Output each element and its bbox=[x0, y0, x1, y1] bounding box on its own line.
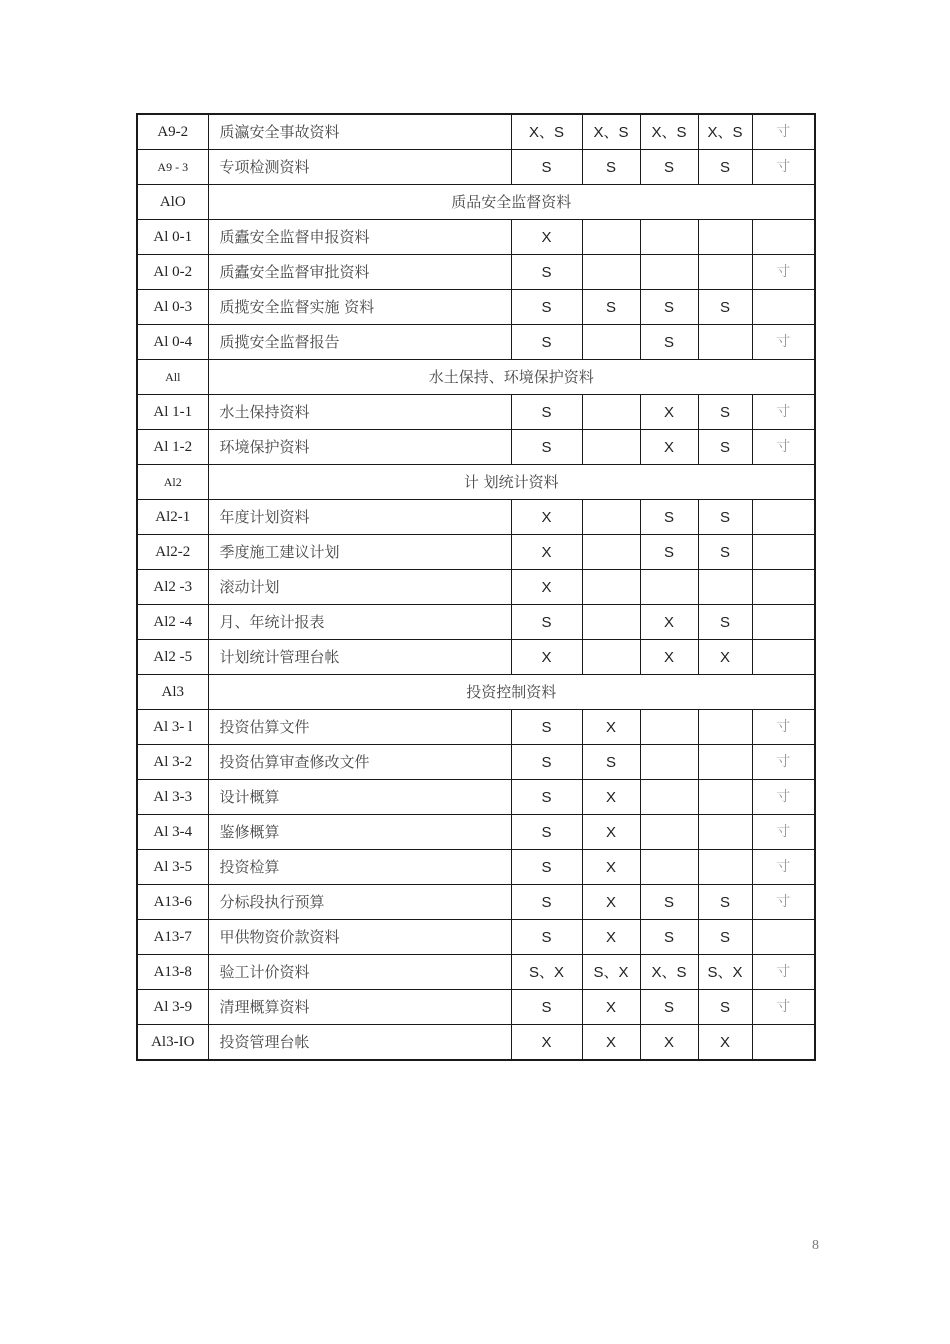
mark-cell-2 bbox=[582, 640, 640, 675]
mark-cell-1: X bbox=[511, 500, 582, 535]
mark-cell-3 bbox=[640, 570, 698, 605]
mark-cell-1: S bbox=[511, 255, 582, 290]
table-row bbox=[137, 920, 815, 955]
mark-cell-1: S bbox=[511, 290, 582, 325]
mark-cell-4: X、S bbox=[698, 114, 752, 150]
item-name: 计划统计管理台帐 bbox=[208, 640, 511, 675]
mark-cell-2 bbox=[582, 570, 640, 605]
item-name: 年度计划资料 bbox=[208, 500, 511, 535]
item-name: 滚动计划 bbox=[208, 570, 511, 605]
table-row bbox=[137, 290, 815, 325]
item-code: Al2-2 bbox=[137, 535, 208, 570]
item-name: 投资管理台帐 bbox=[208, 1025, 511, 1061]
mark-cell-3 bbox=[640, 745, 698, 780]
mark-cell-1: S bbox=[511, 325, 582, 360]
mark-cell-4: S bbox=[698, 920, 752, 955]
mark-cell-3 bbox=[640, 815, 698, 850]
mark-cell-3: X、S bbox=[640, 114, 698, 150]
mark-cell-3: S bbox=[640, 885, 698, 920]
mark-cell-1: S bbox=[511, 885, 582, 920]
item-code: Al2 -5 bbox=[137, 640, 208, 675]
item-code: Al 0-3 bbox=[137, 290, 208, 325]
archive-mark-cell bbox=[752, 535, 815, 570]
item-code: A13-6 bbox=[137, 885, 208, 920]
item-code: Al 0-1 bbox=[137, 220, 208, 255]
table-row bbox=[137, 640, 815, 675]
mark-cell-1: X bbox=[511, 640, 582, 675]
mark-cell-3 bbox=[640, 220, 698, 255]
mark-cell-3: X bbox=[640, 430, 698, 465]
mark-cell-4 bbox=[698, 710, 752, 745]
item-name: 鉴修概算 bbox=[208, 815, 511, 850]
item-name: 环境保护资料 bbox=[208, 430, 511, 465]
mark-cell-3: S bbox=[640, 150, 698, 185]
table-row bbox=[137, 430, 815, 465]
mark-cell-2: X bbox=[582, 815, 640, 850]
mark-cell-3 bbox=[640, 255, 698, 290]
mark-cell-1: S bbox=[511, 605, 582, 640]
item-name: 质揽安全监督实施 资料 bbox=[208, 290, 511, 325]
table-row bbox=[137, 990, 815, 1025]
section-row bbox=[137, 360, 815, 395]
item-code: Al 3-4 bbox=[137, 815, 208, 850]
mark-cell-1: S bbox=[511, 150, 582, 185]
item-name: 投资估算审查修改文件 bbox=[208, 745, 511, 780]
mark-cell-4: S bbox=[698, 395, 752, 430]
archive-mark-cell bbox=[752, 1025, 815, 1061]
table-row bbox=[137, 885, 815, 920]
mark-cell-1: S bbox=[511, 745, 582, 780]
archive-mark-cell: 寸 bbox=[752, 395, 815, 430]
table-row bbox=[137, 325, 815, 360]
item-code: Al 1-1 bbox=[137, 395, 208, 430]
archive-mark-cell: 寸 bbox=[752, 955, 815, 990]
mark-cell-3 bbox=[640, 850, 698, 885]
archive-mark-cell bbox=[752, 570, 815, 605]
mark-cell-2 bbox=[582, 500, 640, 535]
mark-cell-3: X、S bbox=[640, 955, 698, 990]
item-code: Al 0-2 bbox=[137, 255, 208, 290]
item-name: 分标段执行预算 bbox=[208, 885, 511, 920]
item-name: 月、年统计报表 bbox=[208, 605, 511, 640]
mark-cell-4: X bbox=[698, 1025, 752, 1061]
mark-cell-3: X bbox=[640, 640, 698, 675]
mark-cell-3: S bbox=[640, 290, 698, 325]
mark-cell-2: S bbox=[582, 745, 640, 780]
mark-cell-2: S bbox=[582, 290, 640, 325]
mark-cell-1: S bbox=[511, 395, 582, 430]
archive-mark-cell: 寸 bbox=[752, 255, 815, 290]
item-code: Al 0-4 bbox=[137, 325, 208, 360]
mark-cell-1: X bbox=[511, 220, 582, 255]
table-row bbox=[137, 150, 815, 185]
section-row bbox=[137, 185, 815, 220]
table-row bbox=[137, 1025, 815, 1061]
document-table bbox=[136, 113, 816, 1061]
mark-cell-3: X bbox=[640, 605, 698, 640]
section-code: Al3 bbox=[137, 675, 208, 710]
section-code: Al2 bbox=[137, 465, 208, 500]
mark-cell-4: S bbox=[698, 430, 752, 465]
mark-cell-2 bbox=[582, 605, 640, 640]
item-name: 验工计价资料 bbox=[208, 955, 511, 990]
mark-cell-1: S bbox=[511, 920, 582, 955]
table-row bbox=[137, 815, 815, 850]
archive-mark-cell: 寸 bbox=[752, 990, 815, 1025]
item-name: 水土保持资料 bbox=[208, 395, 511, 430]
section-title: 投资控制资料 bbox=[208, 675, 815, 710]
item-name: 投资估算文件 bbox=[208, 710, 511, 745]
mark-cell-2 bbox=[582, 325, 640, 360]
mark-cell-1: S bbox=[511, 780, 582, 815]
item-code: Al2 -3 bbox=[137, 570, 208, 605]
mark-cell-4 bbox=[698, 220, 752, 255]
mark-cell-4: S bbox=[698, 885, 752, 920]
section-code: AlO bbox=[137, 185, 208, 220]
table-body bbox=[137, 114, 815, 1060]
section-title: 计 划统计资料 bbox=[208, 465, 815, 500]
mark-cell-4: S bbox=[698, 290, 752, 325]
item-name: 质揽安全监督报告 bbox=[208, 325, 511, 360]
mark-cell-3: S bbox=[640, 500, 698, 535]
mark-cell-2 bbox=[582, 255, 640, 290]
table-row bbox=[137, 395, 815, 430]
table-row bbox=[137, 605, 815, 640]
mark-cell-1: X bbox=[511, 535, 582, 570]
item-code: Al 3-5 bbox=[137, 850, 208, 885]
archive-mark-cell: 寸 bbox=[752, 850, 815, 885]
table-row bbox=[137, 500, 815, 535]
mark-cell-2: X bbox=[582, 920, 640, 955]
item-name: 设计概算 bbox=[208, 780, 511, 815]
mark-cell-4: S bbox=[698, 990, 752, 1025]
mark-cell-4: S bbox=[698, 605, 752, 640]
item-code: A9 - 3 bbox=[137, 150, 208, 185]
mark-cell-3: S bbox=[640, 535, 698, 570]
item-code: Al 3-9 bbox=[137, 990, 208, 1025]
page-number: 8 bbox=[812, 1238, 819, 1253]
section-code: All bbox=[137, 360, 208, 395]
mark-cell-2: X、S bbox=[582, 114, 640, 150]
archive-mark-cell bbox=[752, 920, 815, 955]
archive-mark-cell: 寸 bbox=[752, 710, 815, 745]
mark-cell-3 bbox=[640, 710, 698, 745]
mark-cell-2: X bbox=[582, 990, 640, 1025]
mark-cell-1: S bbox=[511, 710, 582, 745]
table-row bbox=[137, 710, 815, 745]
mark-cell-4: S bbox=[698, 500, 752, 535]
mark-cell-3: S bbox=[640, 920, 698, 955]
archive-mark-cell bbox=[752, 605, 815, 640]
mark-cell-2: X bbox=[582, 1025, 640, 1061]
mark-cell-3: X bbox=[640, 395, 698, 430]
mark-cell-2: S bbox=[582, 150, 640, 185]
table-row bbox=[137, 114, 815, 150]
mark-cell-4 bbox=[698, 850, 752, 885]
item-name: 甲供物资价款资料 bbox=[208, 920, 511, 955]
mark-cell-4 bbox=[698, 325, 752, 360]
mark-cell-2 bbox=[582, 220, 640, 255]
table-row bbox=[137, 570, 815, 605]
mark-cell-2: X bbox=[582, 780, 640, 815]
item-code: Al3-IO bbox=[137, 1025, 208, 1061]
table-row bbox=[137, 955, 815, 990]
item-name: 投资检算 bbox=[208, 850, 511, 885]
mark-cell-2: X bbox=[582, 710, 640, 745]
table-row bbox=[137, 220, 815, 255]
mark-cell-3: X bbox=[640, 1025, 698, 1061]
mark-cell-3: S bbox=[640, 990, 698, 1025]
mark-cell-4: S bbox=[698, 150, 752, 185]
mark-cell-4 bbox=[698, 570, 752, 605]
item-name: 质蠹安全监督申报资料 bbox=[208, 220, 511, 255]
mark-cell-2: X bbox=[582, 885, 640, 920]
section-title: 质品安全监督资料 bbox=[208, 185, 815, 220]
archive-mark-cell: 寸 bbox=[752, 430, 815, 465]
archive-mark-cell bbox=[752, 500, 815, 535]
mark-cell-4 bbox=[698, 255, 752, 290]
table-row bbox=[137, 850, 815, 885]
archive-mark-cell: 寸 bbox=[752, 150, 815, 185]
archive-mark-cell: 寸 bbox=[752, 815, 815, 850]
section-row bbox=[137, 465, 815, 500]
archive-mark-cell bbox=[752, 640, 815, 675]
table-row bbox=[137, 535, 815, 570]
mark-cell-1: X bbox=[511, 570, 582, 605]
archive-mark-cell: 寸 bbox=[752, 885, 815, 920]
item-name: 清理概算资料 bbox=[208, 990, 511, 1025]
item-code: Al 3-2 bbox=[137, 745, 208, 780]
mark-cell-4 bbox=[698, 815, 752, 850]
mark-cell-1: S bbox=[511, 990, 582, 1025]
mark-cell-2 bbox=[582, 535, 640, 570]
archive-mark-cell bbox=[752, 290, 815, 325]
mark-cell-4 bbox=[698, 780, 752, 815]
item-code: A13-8 bbox=[137, 955, 208, 990]
mark-cell-1: S bbox=[511, 850, 582, 885]
archive-mark-cell: 寸 bbox=[752, 114, 815, 150]
mark-cell-2: X bbox=[582, 850, 640, 885]
table-row bbox=[137, 780, 815, 815]
archive-mark-cell: 寸 bbox=[752, 745, 815, 780]
mark-cell-4: S bbox=[698, 535, 752, 570]
item-code: A13-7 bbox=[137, 920, 208, 955]
mark-cell-1: X、S bbox=[511, 114, 582, 150]
archive-mark-cell: 寸 bbox=[752, 780, 815, 815]
mark-cell-3 bbox=[640, 780, 698, 815]
item-name: 质蠹安全监督审批资料 bbox=[208, 255, 511, 290]
item-code: Al 1-2 bbox=[137, 430, 208, 465]
item-code: Al 3-3 bbox=[137, 780, 208, 815]
archive-mark-cell bbox=[752, 220, 815, 255]
table-row bbox=[137, 255, 815, 290]
mark-cell-1: S、X bbox=[511, 955, 582, 990]
mark-cell-1: S bbox=[511, 430, 582, 465]
mark-cell-2: S、X bbox=[582, 955, 640, 990]
item-name: 专项检测资料 bbox=[208, 150, 511, 185]
item-name: 季度施工建议计划 bbox=[208, 535, 511, 570]
mark-cell-4: S、X bbox=[698, 955, 752, 990]
item-name: 质瀛安全事故资料 bbox=[208, 114, 511, 150]
item-code: Al2-1 bbox=[137, 500, 208, 535]
section-title: 水土保持、环境保护资料 bbox=[208, 360, 815, 395]
mark-cell-1: S bbox=[511, 815, 582, 850]
mark-cell-2 bbox=[582, 430, 640, 465]
item-code: Al 3- l bbox=[137, 710, 208, 745]
mark-cell-1: X bbox=[511, 1025, 582, 1061]
mark-cell-4: X bbox=[698, 640, 752, 675]
section-row bbox=[137, 675, 815, 710]
mark-cell-3: S bbox=[640, 325, 698, 360]
archive-mark-cell: 寸 bbox=[752, 325, 815, 360]
mark-cell-4 bbox=[698, 745, 752, 780]
table-row bbox=[137, 745, 815, 780]
item-code: A9-2 bbox=[137, 114, 208, 150]
mark-cell-2 bbox=[582, 395, 640, 430]
item-code: Al2 -4 bbox=[137, 605, 208, 640]
